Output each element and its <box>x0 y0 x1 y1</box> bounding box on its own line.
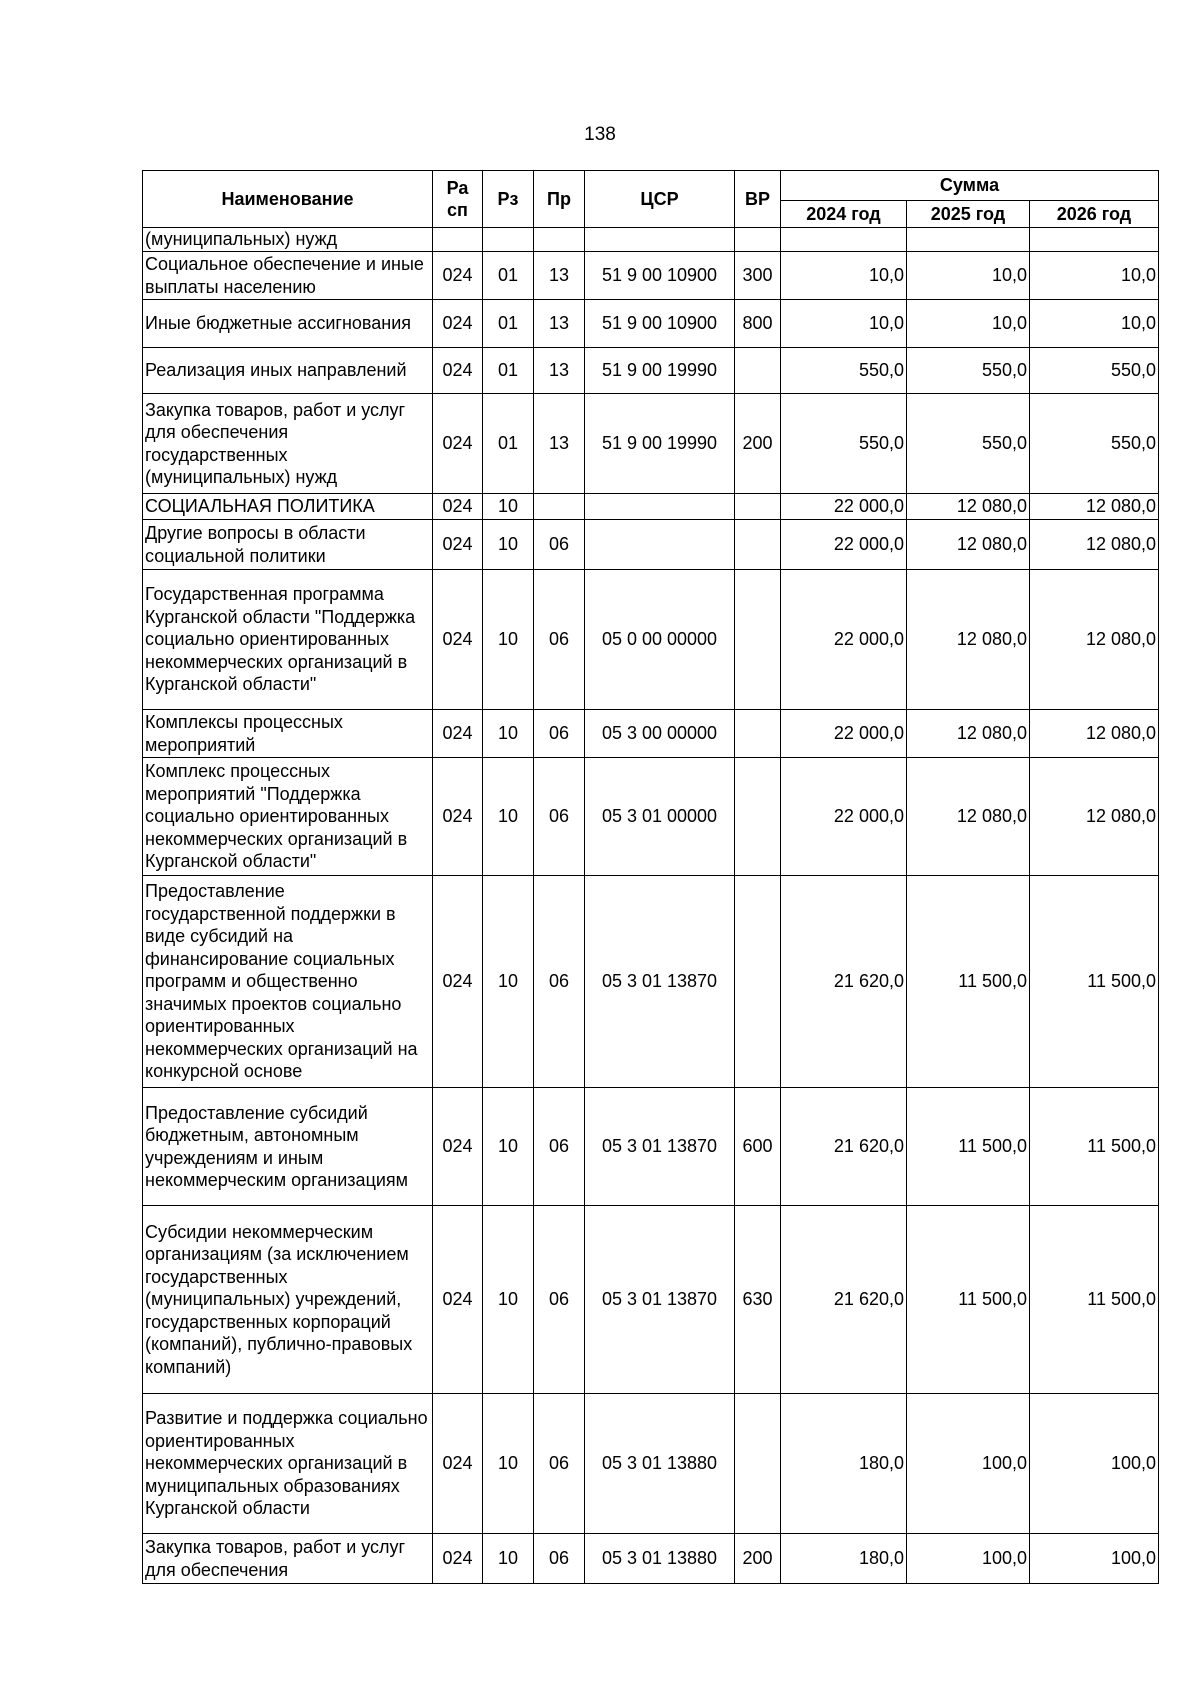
row-pr: 13 <box>534 394 585 494</box>
row-pr: 06 <box>534 1394 585 1534</box>
row-name: Социальное обеспечение и иные выплаты населению <box>143 252 433 300</box>
row-sum-2025: 12 080,0 <box>907 494 1030 520</box>
row-rz: 10 <box>483 570 534 710</box>
row-sum-2025 <box>907 228 1030 252</box>
row-csr: 05 3 01 13870 <box>585 1088 735 1206</box>
row-sum-2026: 12 080,0 <box>1030 520 1159 570</box>
table-row <box>143 394 1159 494</box>
table-row <box>143 520 1159 570</box>
row-rz: 10 <box>483 520 534 570</box>
row-rz: 01 <box>483 252 534 300</box>
table-row <box>143 876 1159 1088</box>
table-row <box>143 570 1159 710</box>
row-rasp: 024 <box>433 494 483 520</box>
row-pr: 06 <box>534 570 585 710</box>
row-csr: 51 9 00 10900 <box>585 300 735 348</box>
row-csr: 05 3 00 00000 <box>585 710 735 758</box>
row-pr: 06 <box>534 876 585 1088</box>
row-rasp: 024 <box>433 252 483 300</box>
row-name: Комплекс процессных мероприятий "Поддержка социально ориентированных некоммерческих организаций в Курганской области" <box>143 758 433 876</box>
row-vr: 200 <box>735 1534 781 1584</box>
row-pr <box>534 494 585 520</box>
row-csr: 05 3 01 00000 <box>585 758 735 876</box>
budget-table <box>142 170 1159 1584</box>
row-name: (муниципальных) нужд <box>143 228 433 252</box>
row-sum-2025: 100,0 <box>907 1534 1030 1584</box>
row-csr <box>585 520 735 570</box>
row-sum-2024: 10,0 <box>781 252 907 300</box>
row-rasp: 024 <box>433 1206 483 1394</box>
table-row <box>143 1206 1159 1394</box>
row-sum-2026: 12 080,0 <box>1030 494 1159 520</box>
page-number: 138 <box>584 124 616 145</box>
row-sum-2024: 21 620,0 <box>781 1088 907 1206</box>
row-name: Иные бюджетные ассигнования <box>143 300 433 348</box>
row-sum-2026: 11 500,0 <box>1030 1206 1159 1394</box>
header-rz: Рз <box>483 171 534 228</box>
row-vr <box>735 228 781 252</box>
row-rz: 10 <box>483 494 534 520</box>
row-sum-2024: 22 000,0 <box>781 570 907 710</box>
table-row <box>143 300 1159 348</box>
header-summa: Сумма <box>781 171 1159 201</box>
row-pr: 13 <box>534 348 585 394</box>
row-rz: 10 <box>483 876 534 1088</box>
table-row <box>143 252 1159 300</box>
row-rz: 10 <box>483 710 534 758</box>
row-csr: 51 9 00 19990 <box>585 394 735 494</box>
row-name: Закупка товаров, работ и услуг для обеспечения государственных (муниципальных) нужд <box>143 394 433 494</box>
row-vr <box>735 1394 781 1534</box>
row-name: Субсидии некоммерческим организациям (за исключением государственных (муниципальных) учреждений, государственных корпораций (компаний), публично-правовых компаний) <box>143 1206 433 1394</box>
row-rz <box>483 228 534 252</box>
row-rasp: 024 <box>433 1394 483 1534</box>
row-csr <box>585 228 735 252</box>
row-sum-2026: 10,0 <box>1030 300 1159 348</box>
row-name: Развитие и поддержка социально ориентированных некоммерческих организаций в муниципальных образованиях Курганской области <box>143 1394 433 1534</box>
row-name: Предоставление субсидий бюджетным, автономным учреждениям и иным некоммерческим организациям <box>143 1088 433 1206</box>
row-sum-2024: 550,0 <box>781 394 907 494</box>
row-csr: 05 3 01 13870 <box>585 876 735 1088</box>
row-pr: 06 <box>534 710 585 758</box>
row-sum-2025: 11 500,0 <box>907 876 1030 1088</box>
table-row <box>143 494 1159 520</box>
row-rz: 10 <box>483 1206 534 1394</box>
header-2024: 2024 год <box>781 201 907 228</box>
row-sum-2026: 12 080,0 <box>1030 570 1159 710</box>
table-row <box>143 1534 1159 1584</box>
row-sum-2025: 11 500,0 <box>907 1206 1030 1394</box>
row-rasp: 024 <box>433 394 483 494</box>
header-name: Наименование <box>143 171 433 228</box>
row-rasp: 024 <box>433 1534 483 1584</box>
row-csr <box>585 494 735 520</box>
row-sum-2024: 22 000,0 <box>781 758 907 876</box>
row-rz: 10 <box>483 1394 534 1534</box>
row-vr <box>735 710 781 758</box>
header-2025: 2025 год <box>907 201 1030 228</box>
row-csr: 51 9 00 19990 <box>585 348 735 394</box>
row-rasp: 024 <box>433 520 483 570</box>
row-name: Закупка товаров, работ и услуг для обеспечения <box>143 1534 433 1584</box>
header-csr: ЦСР <box>585 171 735 228</box>
row-vr <box>735 348 781 394</box>
table-row <box>143 710 1159 758</box>
row-vr: 300 <box>735 252 781 300</box>
row-rasp: 024 <box>433 710 483 758</box>
row-sum-2024: 10,0 <box>781 300 907 348</box>
row-vr <box>735 758 781 876</box>
row-name: Предоставление государственной поддержки в виде субсидий на финансирование социальных программ и общественно значимых проектов социально ориентированных некоммерческих организаций на конкурсной основе <box>143 876 433 1088</box>
row-sum-2025: 12 080,0 <box>907 710 1030 758</box>
row-rz: 01 <box>483 394 534 494</box>
row-sum-2024: 22 000,0 <box>781 494 907 520</box>
row-rasp: 024 <box>433 348 483 394</box>
row-pr <box>534 228 585 252</box>
row-sum-2024: 21 620,0 <box>781 1206 907 1394</box>
row-rasp: 024 <box>433 876 483 1088</box>
row-sum-2025: 550,0 <box>907 394 1030 494</box>
row-vr <box>735 570 781 710</box>
row-csr: 51 9 00 10900 <box>585 252 735 300</box>
row-sum-2024: 180,0 <box>781 1394 907 1534</box>
row-rasp: 024 <box>433 758 483 876</box>
row-vr <box>735 494 781 520</box>
row-vr: 600 <box>735 1088 781 1206</box>
table-header-row <box>143 171 1159 201</box>
row-sum-2024: 180,0 <box>781 1534 907 1584</box>
row-vr: 200 <box>735 394 781 494</box>
row-vr <box>735 520 781 570</box>
row-sum-2025: 100,0 <box>907 1394 1030 1534</box>
row-csr: 05 3 01 13870 <box>585 1206 735 1394</box>
table-row <box>143 348 1159 394</box>
row-sum-2025: 10,0 <box>907 252 1030 300</box>
row-name: СОЦИАЛЬНАЯ ПОЛИТИКА <box>143 494 433 520</box>
row-rz: 10 <box>483 1088 534 1206</box>
row-sum-2026: 100,0 <box>1030 1534 1159 1584</box>
header-vr: ВР <box>735 171 781 228</box>
row-sum-2026: 10,0 <box>1030 252 1159 300</box>
row-sum-2026: 11 500,0 <box>1030 1088 1159 1206</box>
row-sum-2024: 550,0 <box>781 348 907 394</box>
row-sum-2026: 100,0 <box>1030 1394 1159 1534</box>
row-rasp: 024 <box>433 300 483 348</box>
row-name: Реализация иных направлений <box>143 348 433 394</box>
row-pr: 06 <box>534 1088 585 1206</box>
row-sum-2026 <box>1030 228 1159 252</box>
row-rasp: 024 <box>433 570 483 710</box>
row-name: Другие вопросы в области социальной политики <box>143 520 433 570</box>
row-sum-2024 <box>781 228 907 252</box>
row-rz: 10 <box>483 1534 534 1584</box>
table-row <box>143 1088 1159 1206</box>
row-sum-2026: 11 500,0 <box>1030 876 1159 1088</box>
table-row <box>143 228 1159 252</box>
row-rz: 01 <box>483 348 534 394</box>
row-name: Комплексы процессных мероприятий <box>143 710 433 758</box>
row-rz: 01 <box>483 300 534 348</box>
row-pr: 06 <box>534 758 585 876</box>
row-vr <box>735 876 781 1088</box>
row-rasp: 024 <box>433 1088 483 1206</box>
row-sum-2025: 12 080,0 <box>907 520 1030 570</box>
row-pr: 06 <box>534 520 585 570</box>
row-csr: 05 3 01 13880 <box>585 1534 735 1584</box>
row-sum-2026: 12 080,0 <box>1030 758 1159 876</box>
row-sum-2024: 21 620,0 <box>781 876 907 1088</box>
row-sum-2025: 11 500,0 <box>907 1088 1030 1206</box>
row-sum-2025: 10,0 <box>907 300 1030 348</box>
header-rasp: Ра сп <box>433 171 483 228</box>
row-vr: 800 <box>735 300 781 348</box>
row-pr: 13 <box>534 252 585 300</box>
header-pr: Пр <box>534 171 585 228</box>
header-2026: 2026 год <box>1030 201 1159 228</box>
row-name: Государственная программа Курганской области "Поддержка социально ориентированных некоммерческих организаций в Курганской области" <box>143 570 433 710</box>
row-pr: 06 <box>534 1534 585 1584</box>
row-sum-2025: 12 080,0 <box>907 570 1030 710</box>
row-sum-2024: 22 000,0 <box>781 520 907 570</box>
table-row <box>143 758 1159 876</box>
row-sum-2025: 12 080,0 <box>907 758 1030 876</box>
row-pr: 06 <box>534 1206 585 1394</box>
row-sum-2024: 22 000,0 <box>781 710 907 758</box>
row-sum-2026: 550,0 <box>1030 348 1159 394</box>
table-body <box>143 228 1159 1584</box>
table-row <box>143 1394 1159 1534</box>
row-rasp <box>433 228 483 252</box>
row-pr: 13 <box>534 300 585 348</box>
row-rz: 10 <box>483 758 534 876</box>
row-csr: 05 3 01 13880 <box>585 1394 735 1534</box>
row-vr: 630 <box>735 1206 781 1394</box>
row-sum-2026: 550,0 <box>1030 394 1159 494</box>
row-sum-2025: 550,0 <box>907 348 1030 394</box>
row-csr: 05 0 00 00000 <box>585 570 735 710</box>
row-sum-2026: 12 080,0 <box>1030 710 1159 758</box>
